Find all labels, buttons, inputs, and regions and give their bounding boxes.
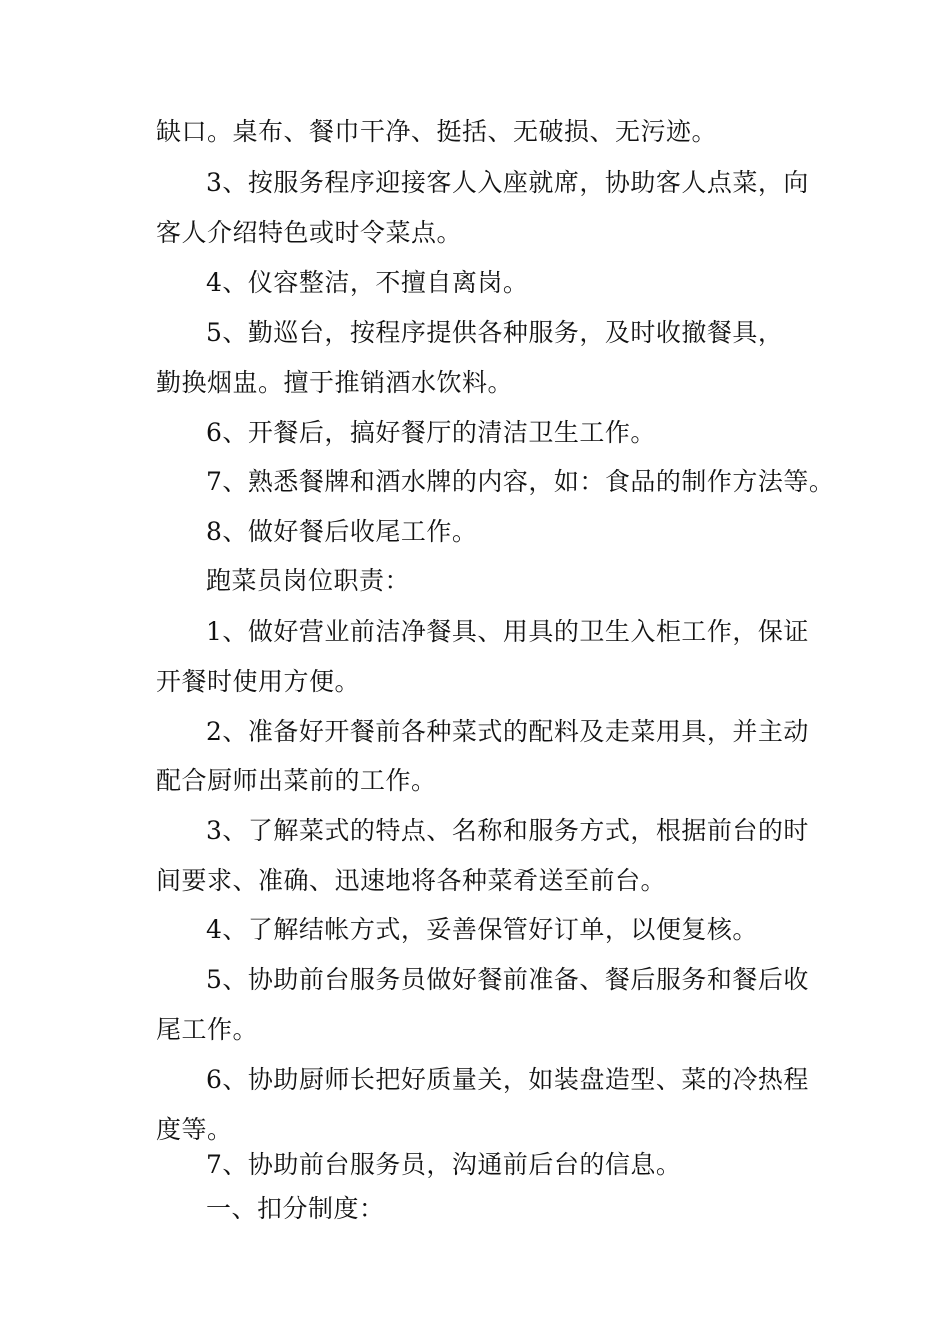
text-line: 4、仪容整洁，不擅自离岗。 <box>206 268 529 297</box>
text-line: 勤换烟盅。擅于推销酒水饮料。 <box>156 368 514 397</box>
section-heading: 跑菜员岗位职责： <box>206 566 411 595</box>
text-line: 尾工作。 <box>156 1015 259 1044</box>
text-line: 配合厨师出菜前的工作。 <box>156 766 437 795</box>
text-line: 客人介绍特色或时令菜点。 <box>156 218 463 247</box>
text-line: 4、了解结帐方式，妥善保管好订单，以便复核。 <box>206 915 758 944</box>
text-line: 6、协助厨师长把好质量关，如装盘造型、菜的冷热程 <box>206 1065 809 1094</box>
text-line: 缺口。桌布、餐巾干净、挺括、无破损、无污迹。 <box>156 117 718 146</box>
section-heading: 一、扣分制度： <box>206 1194 385 1223</box>
text-line: 7、协助前台服务员，沟通前后台的信息。 <box>206 1150 682 1179</box>
text-line: 6、开餐后，搞好餐厅的清洁卫生工作。 <box>206 418 656 447</box>
text-line: 3、了解菜式的特点、名称和服务方式，根据前台的时 <box>206 816 809 845</box>
text-line: 7、熟悉餐牌和酒水牌的内容，如：食品的制作方法等。 <box>206 467 835 496</box>
text-line: 间要求、准确、迅速地将各种菜肴送至前台。 <box>156 866 667 895</box>
text-line: 8、做好餐后收尾工作。 <box>206 517 478 546</box>
text-line: 1、做好营业前洁净餐具、用具的卫生入柜工作，保证 <box>206 617 809 646</box>
text-line: 3、按服务程序迎接客人入座就席，协助客人点菜，向 <box>206 168 809 197</box>
text-line: 开餐时使用方便。 <box>156 667 361 696</box>
text-line: 5、勤巡台，按程序提供各种服务，及时收撤餐具， <box>206 318 784 347</box>
text-line: 5、协助前台服务员做好餐前准备、餐后服务和餐后收 <box>206 965 809 994</box>
text-line: 度等。 <box>156 1115 233 1144</box>
text-line: 2、准备好开餐前各种菜式的配料及走菜用具，并主动 <box>206 717 809 746</box>
